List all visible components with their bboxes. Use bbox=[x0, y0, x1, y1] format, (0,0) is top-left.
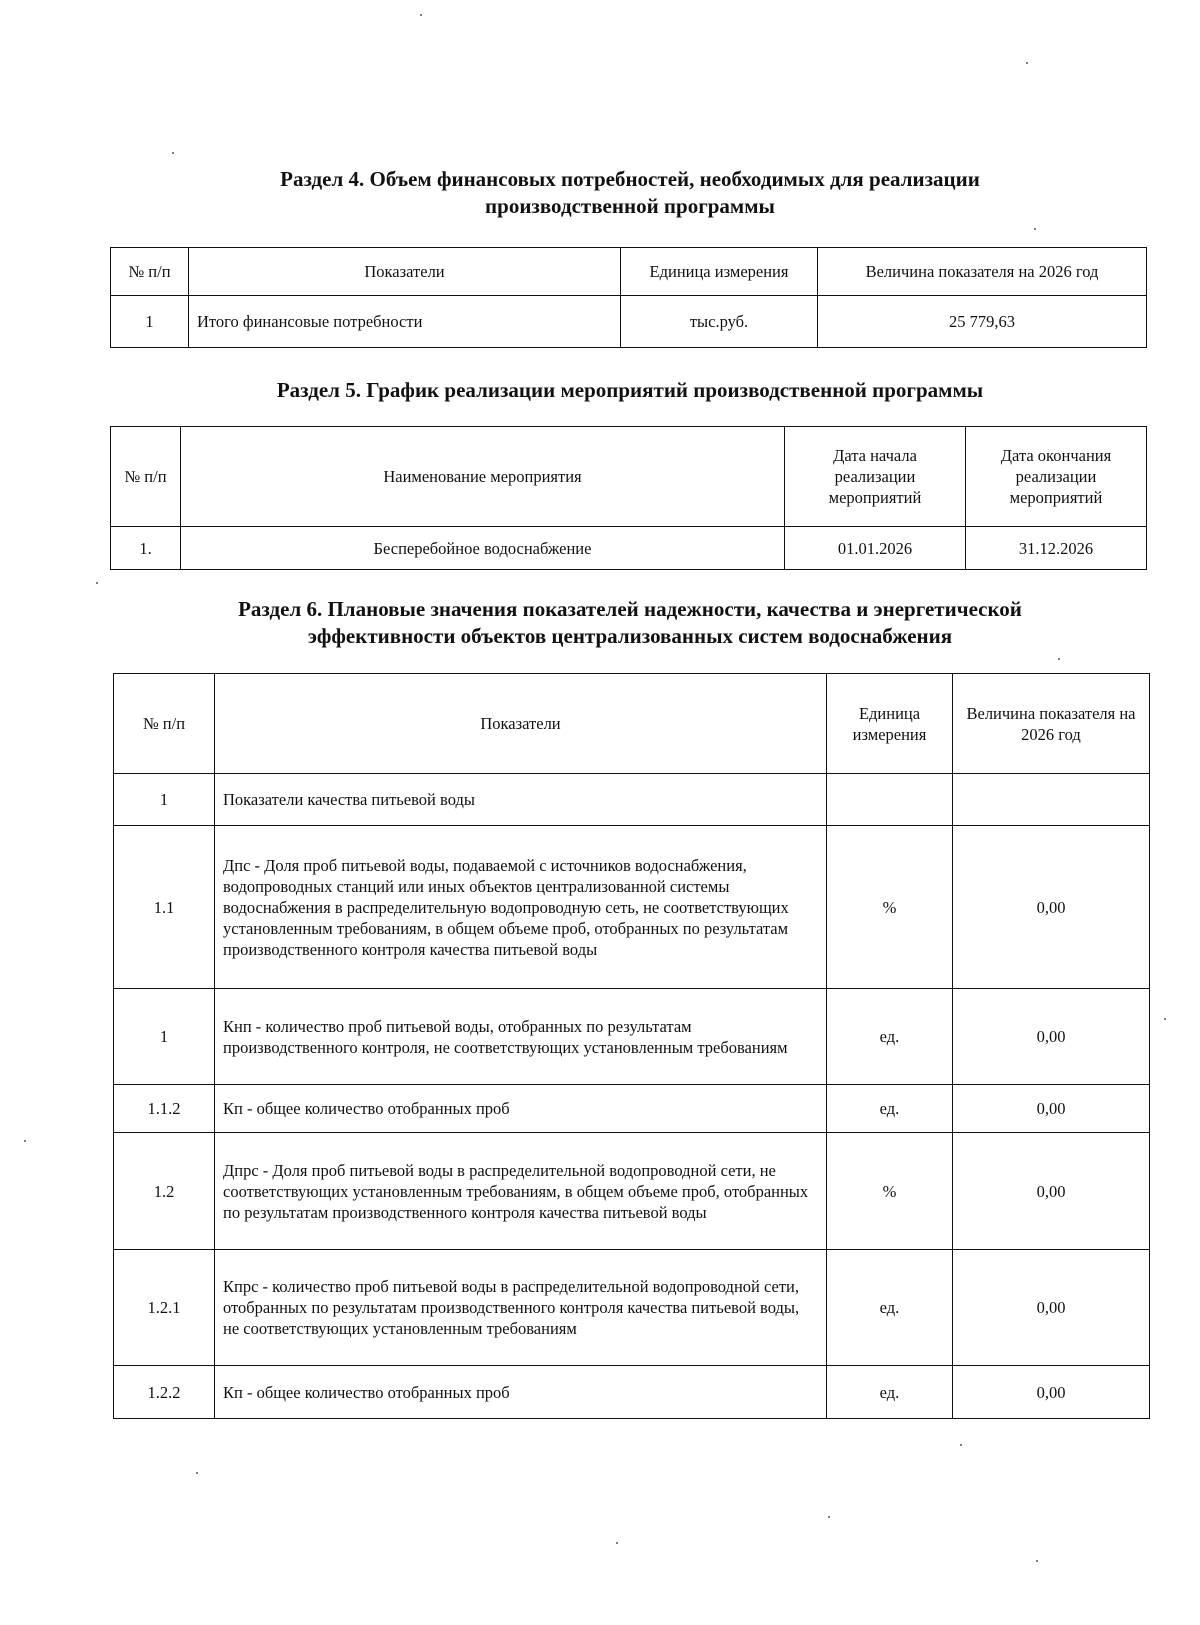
row-value: 0,00 bbox=[953, 1085, 1150, 1133]
row-num: 1. bbox=[111, 527, 181, 570]
row-unit: ед. bbox=[827, 1085, 953, 1133]
section4-header-unit: Единица измерения bbox=[621, 248, 818, 296]
scan-speck bbox=[172, 152, 174, 154]
row-name: Бесперебойное водоснабжение bbox=[181, 527, 785, 570]
section6-header-unit: Единица измерения bbox=[827, 674, 953, 774]
row-num: 1.2.1 bbox=[114, 1250, 215, 1366]
section6-header-value: Величина показателя на 2026 год bbox=[953, 674, 1150, 774]
row-start-date: 01.01.2026 bbox=[785, 527, 966, 570]
scan-speck bbox=[616, 1542, 618, 1544]
row-name: Показатели качества питьевой воды bbox=[215, 774, 827, 826]
row-unit: % bbox=[827, 1133, 953, 1250]
scan-speck bbox=[960, 1444, 962, 1446]
section5-title bbox=[100, 377, 1160, 404]
section6-header-name: Показатели bbox=[215, 674, 827, 774]
section5-header-row bbox=[111, 427, 1147, 527]
row-name: Дпс - Доля проб питьевой воды, подаваемой с источников водоснабжения, водопроводных станций или иных объектов централизованной системы водоснабжения в распределительную водопроводную сеть, не соответствующих установленным требованиям, в общем объеме проб, отобранных по результатам производственного контроля качества питьевой воды bbox=[215, 826, 827, 989]
row-unit: ед. bbox=[827, 1250, 953, 1366]
section4-header-name: Показатели bbox=[189, 248, 621, 296]
row-end-date: 31.12.2026 bbox=[966, 527, 1147, 570]
table-row bbox=[114, 774, 1150, 826]
row-name: Итого финансовые потребности bbox=[189, 296, 621, 348]
section4-title bbox=[100, 166, 1160, 220]
section4-header-value: Величина показателя на 2026 год bbox=[818, 248, 1147, 296]
scan-speck bbox=[828, 1516, 830, 1518]
table-row bbox=[114, 1133, 1150, 1250]
row-name: Кпрс - количество проб питьевой воды в распределительной водопроводной сети, отобранных по результатам производственного контроля качества питьевой воды, не соответствующих установленным требованиям bbox=[215, 1250, 827, 1366]
section6-table bbox=[113, 673, 1150, 1419]
table-row bbox=[114, 989, 1150, 1085]
section5-header-num: № п/п bbox=[111, 427, 181, 527]
table-row bbox=[114, 826, 1150, 989]
scan-speck bbox=[1036, 1560, 1038, 1562]
table-row bbox=[114, 1085, 1150, 1133]
scan-speck bbox=[1164, 1018, 1166, 1020]
scan-speck bbox=[1058, 658, 1060, 660]
section4-table bbox=[110, 247, 1147, 348]
row-value: 25 779,63 bbox=[818, 296, 1147, 348]
table-row bbox=[111, 527, 1147, 570]
table-row bbox=[111, 296, 1147, 348]
section6-title bbox=[100, 596, 1160, 650]
scan-speck bbox=[1034, 228, 1036, 230]
row-num: 1.2.2 bbox=[114, 1366, 215, 1419]
row-unit: ед. bbox=[827, 989, 953, 1085]
section6-title-line1: Раздел 6. Плановые значения показателей надежности, качества и энергетической bbox=[238, 597, 1022, 621]
section6-header-row bbox=[114, 674, 1150, 774]
scan-speck bbox=[24, 1140, 26, 1142]
row-value: 0,00 bbox=[953, 1366, 1150, 1419]
row-num: 1.2 bbox=[114, 1133, 215, 1250]
section5-header-name: Наименование мероприятия bbox=[181, 427, 785, 527]
section5-header-end: Дата окончания реализации мероприятий bbox=[966, 427, 1147, 527]
row-value: 0,00 bbox=[953, 989, 1150, 1085]
section6-header-num: № п/п bbox=[114, 674, 215, 774]
scan-speck bbox=[96, 582, 98, 584]
scan-speck bbox=[420, 14, 422, 16]
scan-speck bbox=[196, 1472, 198, 1474]
row-value: 0,00 bbox=[953, 826, 1150, 989]
row-num: 1 bbox=[114, 774, 215, 826]
row-name: Кп - общее количество отобранных проб bbox=[215, 1366, 827, 1419]
row-num: 1.1.2 bbox=[114, 1085, 215, 1133]
section5-table bbox=[110, 426, 1147, 570]
row-name: Кнп - количество проб питьевой воды, отобранных по результатам производственного контроля, не соответствующих установленным требованиям bbox=[215, 989, 827, 1085]
section5-header-start: Дата начала реализации мероприятий bbox=[785, 427, 966, 527]
row-num: 1.1 bbox=[114, 826, 215, 989]
row-value: 0,00 bbox=[953, 1133, 1150, 1250]
table-row bbox=[114, 1366, 1150, 1419]
row-value: 0,00 bbox=[953, 1250, 1150, 1366]
row-name: Кп - общее количество отобранных проб bbox=[215, 1085, 827, 1133]
section6-title-line2: эффективности объектов централизованных систем водоснабжения bbox=[307, 624, 953, 648]
section4-header-row bbox=[111, 248, 1147, 296]
section4-title-line2: производственной программы bbox=[485, 194, 775, 218]
row-unit: тыс.руб. bbox=[621, 296, 818, 348]
section5-title-line: Раздел 5. График реализации мероприятий производственной программы bbox=[276, 378, 984, 402]
row-num: 1 bbox=[114, 989, 215, 1085]
row-num: 1 bbox=[111, 296, 189, 348]
table-row bbox=[114, 1250, 1150, 1366]
row-name: Дпрс - Доля проб питьевой воды в распределительной водопроводной сети, не соответствующих установленным требованиям, в общем объеме проб, отобранных по результатам производственного контроля качества питьевой воды bbox=[215, 1133, 827, 1250]
row-unit bbox=[827, 774, 953, 826]
section4-header-num: № п/п bbox=[111, 248, 189, 296]
section4-title-line1: Раздел 4. Объем финансовых потребностей, необходимых для реализации bbox=[280, 167, 980, 191]
row-unit: ед. bbox=[827, 1366, 953, 1419]
scan-speck bbox=[1026, 62, 1028, 64]
row-unit: % bbox=[827, 826, 953, 989]
row-value bbox=[953, 774, 1150, 826]
